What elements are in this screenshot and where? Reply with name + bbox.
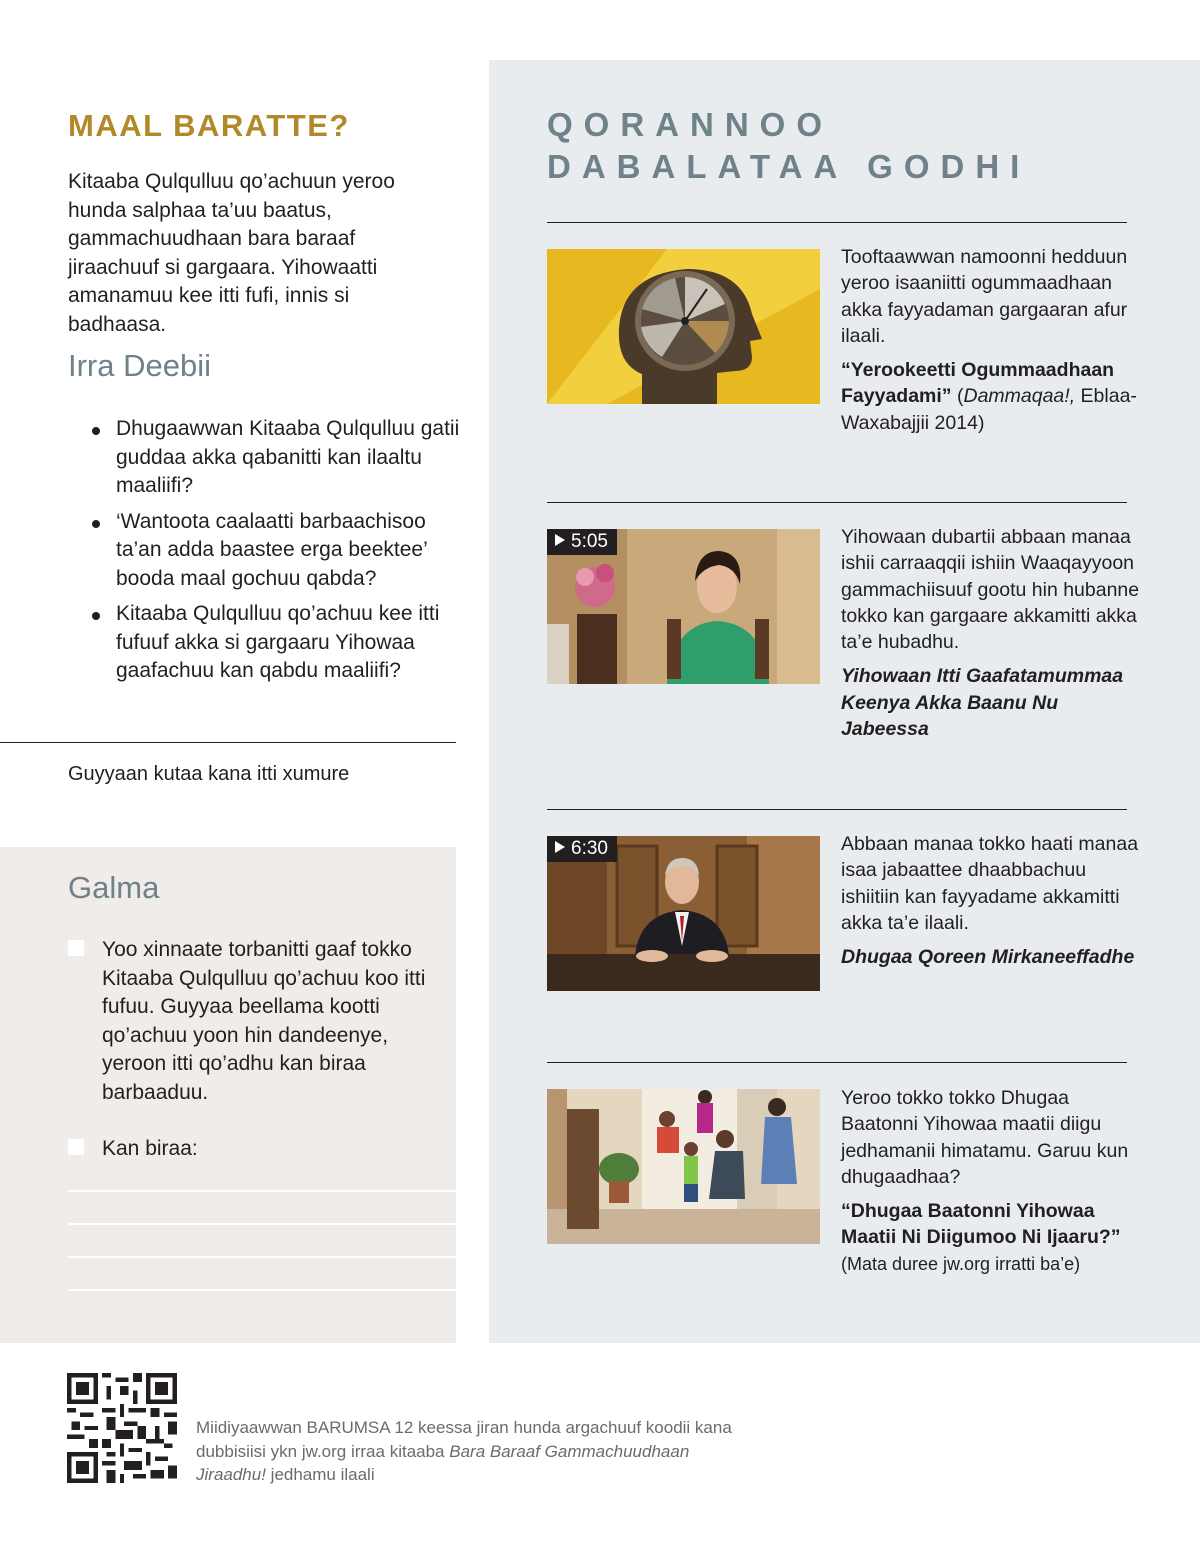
goal-item [68, 1135, 448, 1164]
goal-item [68, 936, 448, 1107]
article-thumbnail[interactable] [547, 249, 820, 404]
further-study-heading [547, 104, 1147, 188]
divider [547, 222, 1127, 223]
bullet-dot-icon [92, 520, 100, 528]
section-heading: MAAL BARATTE? [68, 108, 350, 143]
footer-text-a: Miidiyaawwan BARUMSA 12 keessa jiran hunda argachuuf koodii kana dubbisiisi ykn jw.org irraa kitaaba [196, 1418, 732, 1461]
source-open: ( [951, 385, 964, 408]
item-title-text: “Yerookeetti Ogummaadhaan Fayyadami” [841, 359, 1115, 408]
study-item [841, 831, 1141, 970]
item-title[interactable]: “Dhugaa Baatonni Yihowaa Maatii Ni Diigumoo Ni Ijaaru?” [841, 1200, 1121, 1249]
item-source: (Mata duree jw.org irratti ba’e) [841, 1253, 1081, 1274]
head-clock-illustration [547, 249, 820, 404]
divider [0, 742, 456, 743]
goal-item-text: Yoo xinnaate torbanitti gaaf tokko Kitaaba Qulqulluu qo’achuu koo itti fufuu. Guyyaa beellama kootti qo’achuu yoon hin dandeenye, yeroon itti qo’adhu kan biraa barbaaduu. [102, 938, 426, 1104]
study-item [841, 524, 1141, 742]
goal-item-text: Kan biraa: [102, 1137, 198, 1160]
source-italic: Dammaqaa!, [963, 385, 1076, 408]
bullet-dot-icon [92, 612, 100, 620]
item-title[interactable]: Yihowaan Itti Gaafatamummaa Keenya Akka Baanu Nu Jabeessa [841, 665, 1124, 741]
divider [547, 1062, 1127, 1063]
review-item [92, 600, 462, 686]
write-line[interactable] [68, 1256, 456, 1258]
intro-paragraph: Kitaaba Qulqulluu qo’achuun yeroo hunda salphaa ta’uu baatus, gammachuudhaan bara baraaf jiraachuuf si gargaara. Yihowaatti amanamuu kee itti fufi, innis si badhaasa. [68, 170, 395, 336]
qr-code-icon[interactable] [67, 1373, 177, 1483]
completion-date-label: Guyyaan kutaa kana itti xumure [68, 763, 350, 785]
video-thumbnail[interactable] [547, 529, 820, 684]
review-item-text: ‘Wantoota caalaatti barbaachisoo ta’an adda baastee erga beektee’ booda maal gochuu qabda? [116, 509, 427, 590]
item-description: Yeroo tokko tokko Dhugaa Baatonni Yihowaa maatii diigu jedhamanii himatamu. Garuu kun dhugaadhaa? [841, 1087, 1129, 1188]
item-description: Tooftaawwan namoonni hedduun yeroo isaaniitti ogummaadhaan akka fayyadaman gargaaran afur ilaali. [841, 246, 1128, 347]
review-item-text: Dhugaawwan Kitaaba Qulqulluu gatii guddaa akka qabanitti kan ilaaltu maaliifi? [116, 417, 460, 497]
heading-line: DABALATAA GODHI [547, 148, 1031, 185]
item-description: Abbaan manaa tokko haati manaa isaa jabaattee dhaabbachuu ishiitiin kan fayyadame akkamitti akka ta’e ilaali. [841, 833, 1139, 934]
study-item [841, 244, 1141, 436]
heading-line: QORANNOO [547, 106, 833, 143]
write-line[interactable] [68, 1190, 456, 1192]
review-item [92, 415, 462, 501]
divider [547, 502, 1127, 503]
review-item-text: Kitaaba Qulqulluu qo’achuu kee itti fufuuf akka si gargaaru Yihowaa gaafachuu kan qabdu maaliifi? [116, 602, 440, 682]
family-greeting-image [547, 1089, 820, 1244]
video-duration-badge [547, 529, 617, 555]
play-icon [555, 534, 565, 546]
item-title[interactable] [841, 357, 1141, 436]
video-duration-badge [547, 836, 617, 862]
bullet-dot-icon [92, 427, 100, 435]
review-item [92, 508, 462, 594]
book-title: Bara Baraaf Gammachuudhaan Jiraadhu! [196, 1441, 690, 1484]
video-thumbnail[interactable] [547, 836, 820, 991]
review-heading: Irra Deebii [68, 348, 211, 383]
checkbox-icon[interactable] [68, 1139, 84, 1155]
article-thumbnail[interactable] [547, 1089, 820, 1244]
source-rest: Eblaa-Waxabajjii 2014) [841, 385, 1137, 434]
write-line[interactable] [68, 1223, 456, 1225]
qr-code-graphic [67, 1373, 177, 1483]
divider [547, 809, 1127, 810]
play-icon [555, 841, 565, 853]
footer-note [196, 1416, 756, 1487]
footer-text-b: jedhamu ilaali [265, 1465, 375, 1484]
item-title[interactable]: Dhugaa Qoreen Mirkaneeffadhe [841, 946, 1135, 969]
study-item [841, 1085, 1141, 1277]
write-line[interactable] [68, 1289, 456, 1291]
duration-text: 6:30 [571, 838, 608, 859]
item-description: Yihowaan dubartii abbaan manaa ishii carraaqqii ishiin Waaqayyoon gammachiisuuf gootu hin hubanne tokko kan gargaare akkamitti akka ta’e hubadhu. [841, 526, 1140, 654]
checkbox-icon[interactable] [68, 940, 84, 956]
review-list [92, 415, 462, 693]
goal-heading: Galma [68, 870, 160, 905]
duration-text: 5:05 [571, 531, 608, 552]
